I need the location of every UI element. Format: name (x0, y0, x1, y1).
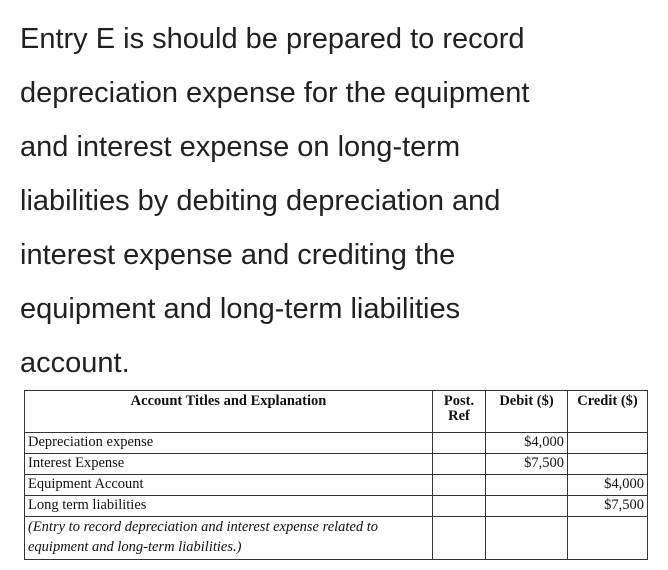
paragraph-line: account. (20, 347, 130, 379)
credit-cell: $7,500 (568, 496, 648, 517)
header-account-titles: Account Titles and Explanation (25, 391, 433, 433)
table-row (25, 454, 648, 475)
journal-entry-table (24, 390, 648, 560)
debit-cell: $7,500 (486, 454, 568, 475)
paragraph-line: liabilities by debiting depreciation and (20, 185, 501, 217)
debit-cell: $4,000 (486, 433, 568, 454)
credit-cell: $4,000 (568, 475, 648, 496)
table-row (25, 433, 648, 454)
header-credit: Credit ($) (568, 391, 648, 433)
post-ref-cell (433, 454, 486, 475)
table-header-row (25, 391, 648, 433)
question-paragraph (20, 12, 650, 390)
account-cell: Depreciation expense (25, 433, 433, 454)
explanation-row (25, 517, 648, 560)
paragraph-line: Entry E is should be prepared to record (20, 23, 525, 55)
header-post-ref: Post. Ref (433, 391, 486, 433)
credit-cell (568, 454, 648, 475)
explanation-cell: (Entry to record depreciation and interest expense related to equipment and long-term liabilities.) (25, 517, 433, 560)
table-row (25, 475, 648, 496)
credit-cell (568, 517, 648, 560)
post-ref-cell (433, 517, 486, 560)
header-debit: Debit ($) (486, 391, 568, 433)
paragraph-line: and interest expense on long-term (20, 131, 461, 163)
paragraph-line: equipment and long-term liabilities (20, 293, 461, 325)
paragraph-line: interest expense and crediting the (20, 239, 456, 271)
post-ref-cell (433, 433, 486, 454)
table-row (25, 496, 648, 517)
credit-cell (568, 433, 648, 454)
paragraph-line: depreciation expense for the equipment (20, 77, 530, 109)
post-ref-cell (433, 496, 486, 517)
account-cell: Interest Expense (25, 454, 433, 475)
post-ref-cell (433, 475, 486, 496)
account-cell: Equipment Account (25, 475, 433, 496)
debit-cell (486, 496, 568, 517)
account-cell: Long term liabilities (25, 496, 433, 517)
debit-cell (486, 475, 568, 496)
debit-cell (486, 517, 568, 560)
